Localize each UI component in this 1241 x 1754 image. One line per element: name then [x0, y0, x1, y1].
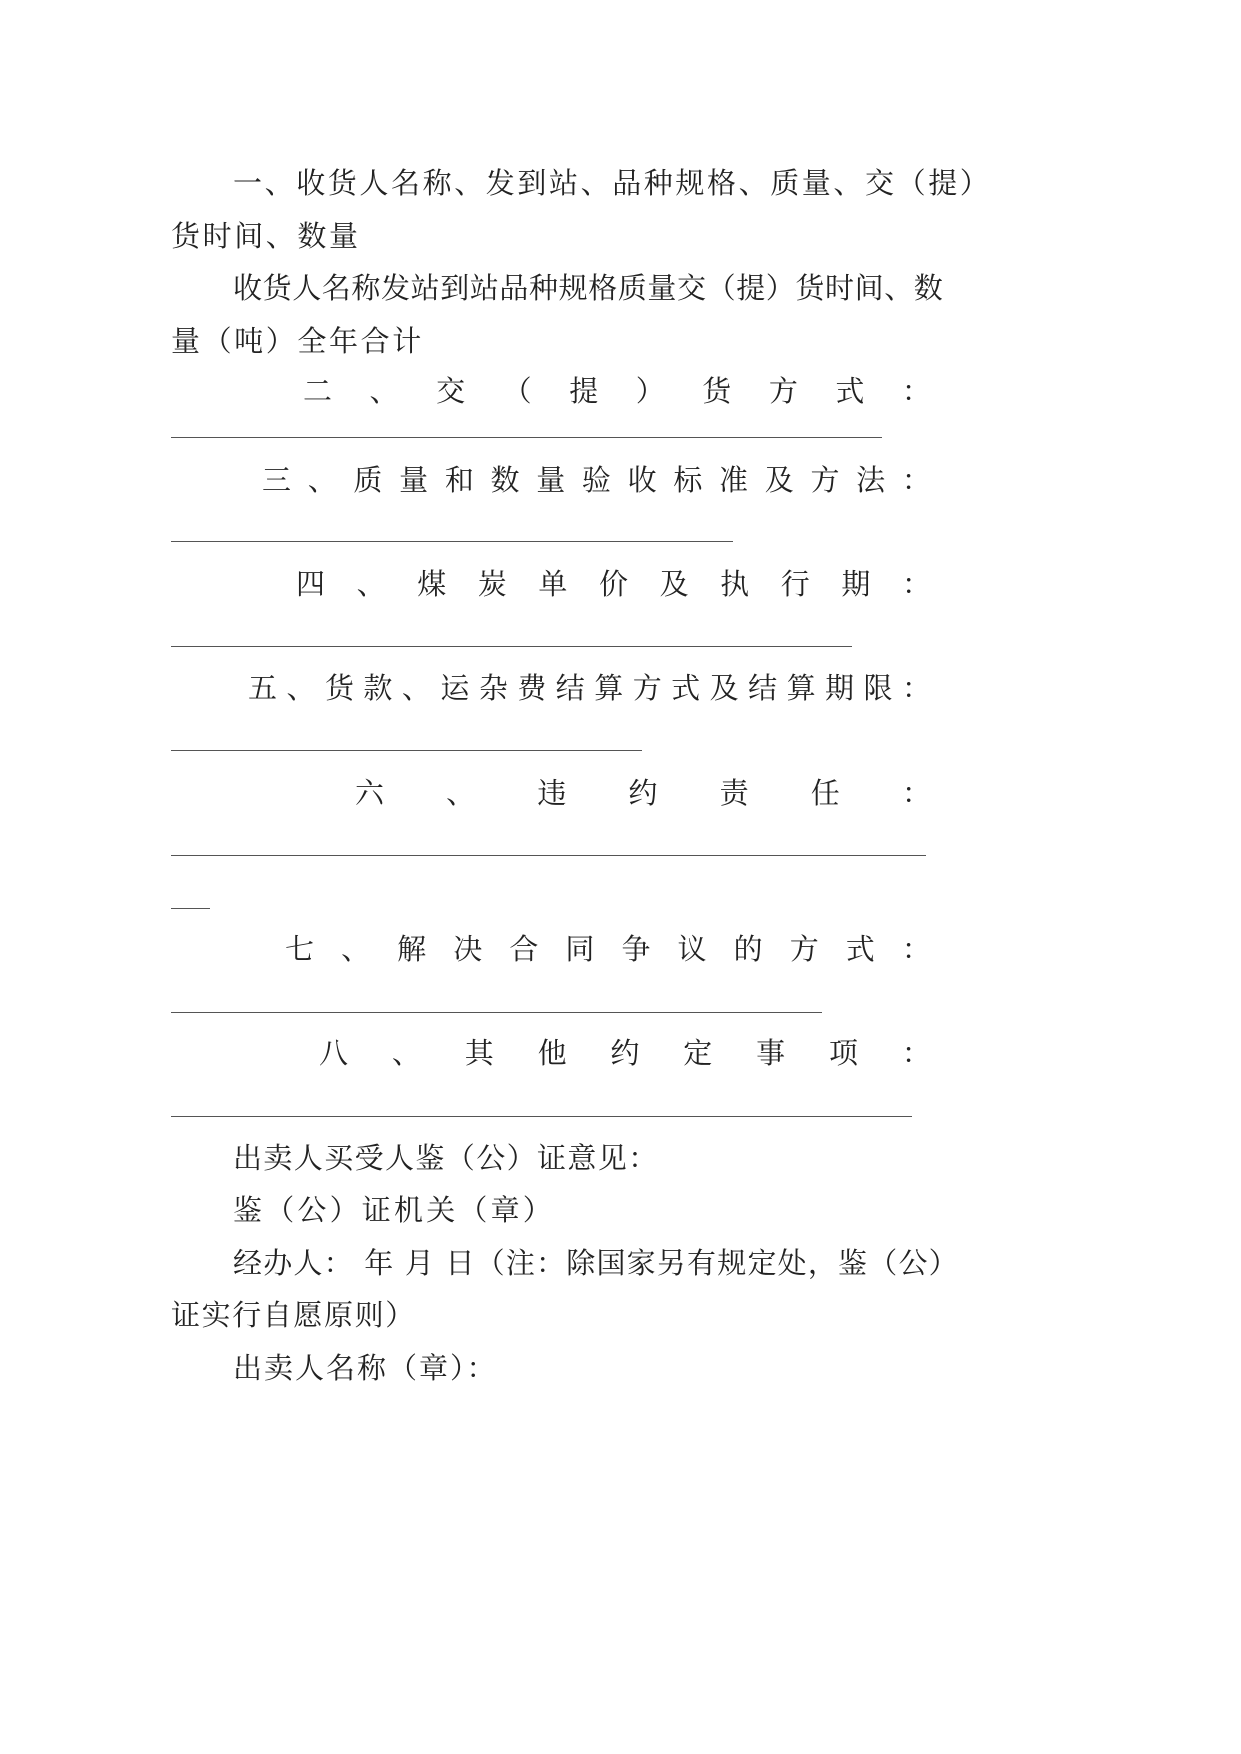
- item3-char: 标: [673, 463, 703, 497]
- item7-blank-line: [171, 1012, 822, 1013]
- table-header-line1: 收货人名称发站到站品种规格质量交（提）货时间、数: [233, 271, 944, 305]
- item8-char: 其: [464, 1036, 494, 1070]
- item4-char: 、: [356, 567, 386, 601]
- item5-char: 算: [594, 671, 624, 705]
- item3-char: 量: [536, 463, 566, 497]
- item8-char: ：: [901, 1036, 931, 1070]
- authority-seal-line: 鉴（公）证机关（章）: [233, 1193, 556, 1227]
- item7-char: 决: [453, 932, 483, 966]
- item5-char: 运: [440, 671, 470, 705]
- item8-char: 约: [610, 1036, 640, 1070]
- item4-char: ：: [901, 567, 931, 601]
- item5-char: 、: [286, 671, 316, 705]
- item3-char: 质: [353, 463, 383, 497]
- item6-char: ：: [901, 776, 931, 810]
- item4-heading: [296, 564, 931, 604]
- item3-char: 验: [581, 463, 611, 497]
- item5-char: 五: [248, 671, 278, 705]
- item3-char: 数: [490, 463, 520, 497]
- item5-char: 算: [786, 671, 816, 705]
- item7-char: 、: [341, 932, 371, 966]
- item3-char: 三: [262, 463, 292, 497]
- item6-blank-line-continued: [171, 908, 210, 909]
- item4-char: 执: [720, 567, 750, 601]
- item5-char: 款: [363, 671, 393, 705]
- item4-char: 炭: [477, 567, 507, 601]
- item4-char: 四: [296, 567, 326, 601]
- item4-blank-line: [171, 646, 852, 647]
- item2-char: ）: [635, 374, 665, 408]
- item8-char: 定: [683, 1036, 713, 1070]
- item3-char: 方: [810, 463, 840, 497]
- seller-name-line: 出卖人名称（章）：: [233, 1351, 498, 1385]
- item4-char: 煤: [417, 567, 447, 601]
- handler-line1: 经办人： 年 月 日（注：除国家另有规定处，鉴（公）: [233, 1246, 959, 1280]
- item6-char: 六: [355, 776, 385, 810]
- handler-line2: 证实行自愿原则）: [171, 1298, 416, 1332]
- item2-char: 方: [768, 374, 798, 408]
- item2-char: 、: [369, 374, 399, 408]
- item3-char: 准: [719, 463, 749, 497]
- item6-blank-line: [171, 855, 926, 856]
- item2-char: 提: [569, 374, 599, 408]
- item8-blank-line: [171, 1116, 912, 1117]
- item7-char: 议: [677, 932, 707, 966]
- parties-opinion-line: 出卖人买受人鉴（公）证意见：: [233, 1141, 659, 1175]
- item3-char: 法: [856, 463, 886, 497]
- item8-char: 事: [756, 1036, 786, 1070]
- item6-heading: [355, 773, 931, 813]
- item2-blank-line: [171, 437, 882, 438]
- item4-char: 及: [659, 567, 689, 601]
- item3-heading: [262, 460, 931, 500]
- item5-char: 结: [555, 671, 585, 705]
- item2-char: 式: [835, 374, 865, 408]
- item5-char: 货: [324, 671, 354, 705]
- item3-blank-line: [171, 541, 733, 542]
- item8-char: 他: [537, 1036, 567, 1070]
- item5-char: 及: [709, 671, 739, 705]
- item7-char: 七: [285, 932, 315, 966]
- item7-char: 式: [845, 932, 875, 966]
- item2-char: 货: [702, 374, 732, 408]
- item5-char: ：: [901, 671, 931, 705]
- item5-char: 式: [671, 671, 701, 705]
- item2-char: 交: [436, 374, 466, 408]
- item8-char: 、: [391, 1036, 421, 1070]
- item1-line2: 货时间、数量: [171, 219, 361, 253]
- item5-char: 杂: [478, 671, 508, 705]
- item6-char: 、: [446, 776, 476, 810]
- item7-char: 的: [733, 932, 763, 966]
- item6-char: 任: [810, 776, 840, 810]
- item5-char: 费: [517, 671, 547, 705]
- item7-char: ：: [901, 932, 931, 966]
- item5-char: 结: [748, 671, 778, 705]
- item1-line1: 一、收货人名称、发到站、品种规格、质量、交（提）: [233, 166, 992, 200]
- item2-heading: [303, 371, 931, 411]
- item4-char: 价: [598, 567, 628, 601]
- item2-char: 二: [303, 374, 333, 408]
- item5-char: 方: [632, 671, 662, 705]
- item3-char: 和: [444, 463, 474, 497]
- item5-char: 、: [401, 671, 431, 705]
- item6-char: 约: [628, 776, 658, 810]
- item3-char: 及: [764, 463, 794, 497]
- table-header-line2: 量（吨）全年合计: [171, 324, 424, 358]
- item4-char: 行: [780, 567, 810, 601]
- item7-char: 争: [621, 932, 651, 966]
- item3-char: ：: [901, 463, 931, 497]
- item4-char: 期: [841, 567, 871, 601]
- item3-char: 收: [627, 463, 657, 497]
- item5-blank-line: [171, 750, 642, 751]
- item3-char: 、: [307, 463, 337, 497]
- item7-heading: [285, 929, 931, 969]
- item2-char: ：: [901, 374, 931, 408]
- item7-char: 同: [565, 932, 595, 966]
- item8-heading: [319, 1033, 931, 1073]
- item7-char: 合: [509, 932, 539, 966]
- item2-char: （: [502, 374, 532, 408]
- item3-char: 量: [399, 463, 429, 497]
- item4-char: 单: [538, 567, 568, 601]
- item5-heading: [248, 668, 931, 708]
- item6-char: 违: [537, 776, 567, 810]
- item7-char: 解: [397, 932, 427, 966]
- item6-char: 责: [719, 776, 749, 810]
- item8-char: 八: [319, 1036, 349, 1070]
- item5-char: 限: [863, 671, 893, 705]
- item7-char: 方: [789, 932, 819, 966]
- item5-char: 期: [825, 671, 855, 705]
- item8-char: 项: [829, 1036, 859, 1070]
